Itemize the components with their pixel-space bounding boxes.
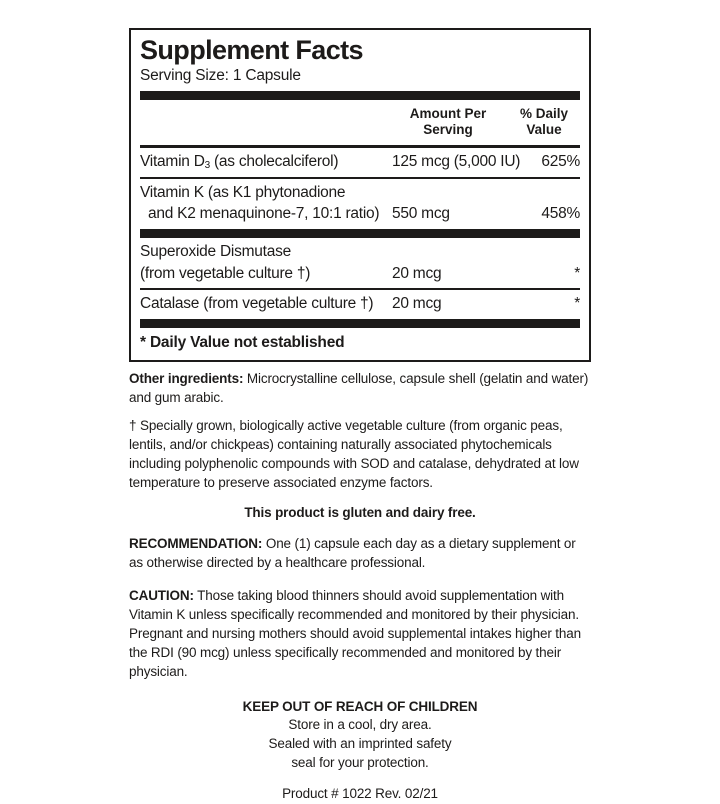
serving-size-line: Serving Size: 1 Capsule	[140, 67, 301, 85]
gluten-dairy-statement: This product is gluten and dairy free.	[244, 505, 476, 521]
caution-lead: CAUTION:	[129, 588, 194, 604]
nutrient-row-vitamin-d3	[140, 148, 580, 177]
nutrient-amount: 20 mcg	[392, 295, 442, 313]
other-ingredients-lead: Other ingredients:	[129, 371, 244, 387]
nutrient-name	[140, 182, 392, 225]
nutrient-name-text: Vitamin D	[140, 152, 205, 170]
nutrient-daily-value: *	[574, 264, 580, 282]
recommendation-text: One (1) capsule each day as a dietary supplement or as otherwise directed by a healthcare professional.	[129, 536, 576, 571]
recommendation-lead: RECOMMENDATION:	[129, 536, 263, 552]
divider-thick-top	[140, 91, 580, 100]
divider-thick-bottom	[140, 319, 580, 328]
nutrient-name	[140, 241, 392, 284]
caution-text: Those taking blood thinners should avoid supplementation with Vitamin K unless specifically recommended and monitored by their physician. Pregnant and nursing mothers should avoid supplemental intakes higher than the RDI (90 mcg) unless specifically recommended and monitored by their physician.	[129, 588, 581, 679]
nutrient-amount: 125 mcg (5,000 IU)	[392, 152, 521, 170]
supplement-facts-panel	[129, 28, 591, 362]
recommendation-paragraph	[129, 535, 591, 573]
divider-thick-group-1	[140, 229, 580, 238]
column-header-row	[140, 100, 580, 144]
keep-out-heading: KEEP OUT OF REACH OF CHILDREN	[242, 698, 478, 714]
nutrient-row-superoxide-dismutase	[140, 238, 580, 288]
nutrient-name-line2: and K2 menaquinone-7, 10:1 ratio)	[148, 205, 380, 223]
nutrient-row-catalase	[140, 290, 580, 319]
product-code-line: Product # 1022 Rev. 02/21	[282, 786, 438, 802]
nutrient-amount: 20 mcg	[392, 264, 442, 282]
caution-paragraph	[129, 587, 591, 681]
column-header-dv-line2: Value	[526, 122, 562, 138]
nutrient-name-line1: Superoxide Dismutase	[140, 242, 291, 260]
storage-note-line3: seal for your protection.	[291, 755, 429, 771]
nutrient-name-line2: (from vegetable culture †)	[140, 264, 311, 282]
storage-note-line1: Store in a cool, dry area.	[288, 717, 432, 733]
column-header-amount-line1: Amount Per	[409, 106, 487, 122]
vegetable-culture-note: † Specially grown, biologically active vegetable culture (from organic peas, lentils, and/or chickpeas) containing naturally associated phytochemicals including polyphenolic compounds with SOD and catalase, dehydrated at low temperature to preserve associated enzyme factors.	[129, 417, 579, 490]
supplement-facts-title: Supplement Facts	[140, 35, 363, 65]
daily-value-footnote: * Daily Value not established	[140, 334, 345, 352]
other-ingredients-paragraph	[129, 370, 591, 408]
column-header-amount-line2: Serving	[423, 122, 473, 138]
other-ingredients-text: Microcrystalline cellulose, capsule shell (gelatin and water) and gum arabic.	[129, 371, 589, 405]
nutrient-row-vitamin-k	[140, 179, 580, 229]
nutrient-daily-value: *	[574, 295, 580, 313]
nutrient-name: Catalase (from vegetable culture †)	[140, 295, 374, 313]
column-header-daily-value	[508, 106, 580, 138]
column-header-amount	[388, 106, 508, 138]
nutrient-name-suffix: (as cholecalciferol)	[209, 152, 339, 170]
nutrient-name-line1: Vitamin K (as K1 phytonadione	[140, 183, 346, 201]
nutrient-daily-value: 625%	[541, 152, 580, 170]
column-header-dv-line1: % Daily	[519, 106, 569, 122]
nutrient-name-subscript: 3	[204, 159, 210, 171]
label-sheet	[129, 0, 591, 804]
storage-note-line2: Sealed with an imprinted safety	[268, 736, 452, 752]
nutrient-amount: 550 mcg	[392, 205, 450, 223]
nutrient-daily-value: 458%	[541, 205, 580, 223]
nutrient-name	[140, 151, 392, 173]
